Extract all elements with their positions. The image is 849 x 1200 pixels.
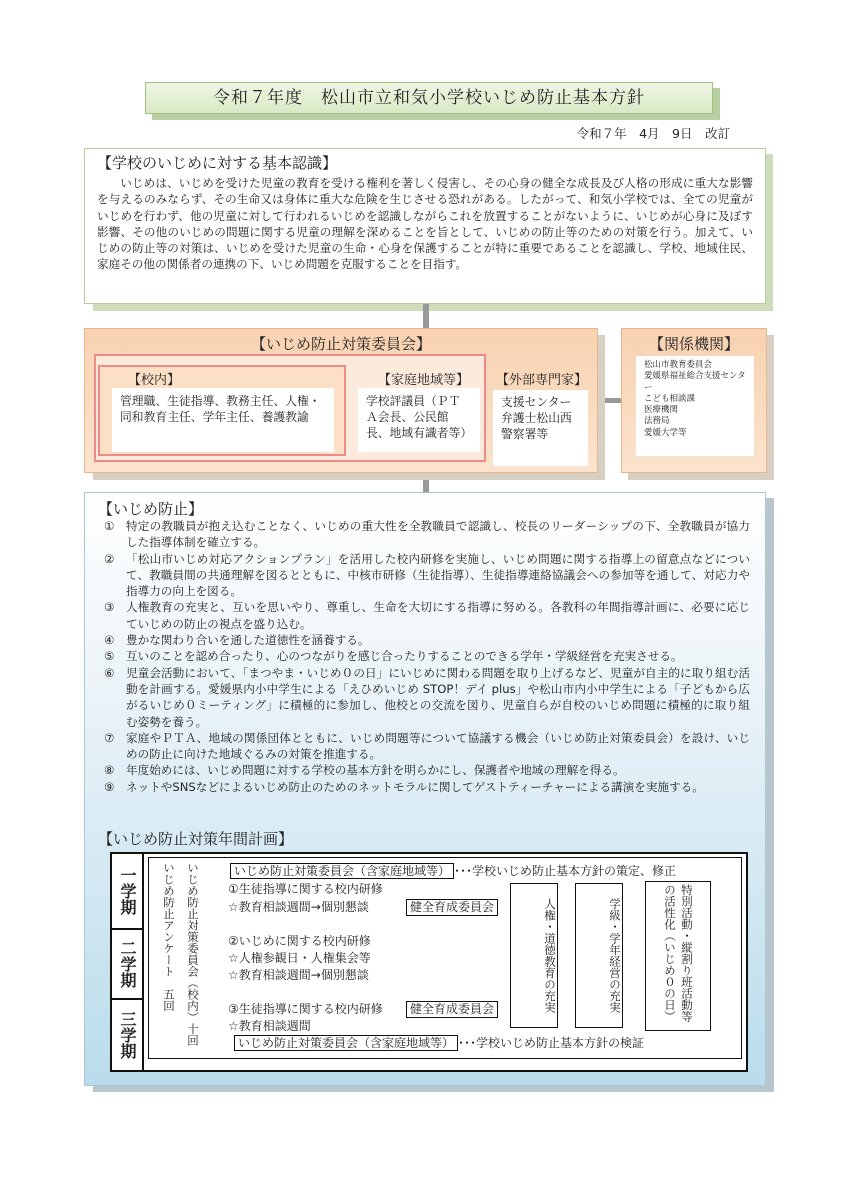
item-text: 豊かな関わり合いを通した道徳性を涵養する。: [126, 633, 370, 648]
term-2: 二学期: [112, 930, 142, 1000]
special-line-2: の活性化（いじめ０の日）: [663, 884, 677, 1022]
plan-row: ①生徒指導に関する校内研修: [228, 882, 383, 896]
list-item: [104, 632, 750, 648]
survey-column: いじめ防止アンケート 五回: [162, 862, 176, 1012]
basic-body: いじめは、いじめを受けた児童の教育を受ける権利を著しく侵害し、その心身の健全な成長及び人格の形成に重大な影響を与えるのみならず、その生命又は身体に重大な危険を生じさせる恐れがある。したがって、和気小学校では、全ての児童がいじめを行わず、他の児童に対して行われるいじめを認識しながらこれを放置することがないように、いじめが心身に及ぼす影響、その他のいじめの問題に関する児童の理解を深めることを旨として、いじめの防止等のための対策を行う。加えて、いじめの防止等の対策は、いじめを受けた児童の生命・心身を保護することが特に重要であることを認識し、学校、地域住民、家庭その他の関係者の連携の下、いじめ問題を克服することを目指す。: [97, 176, 753, 272]
item-text: 「松山市いじめ対応アクションプラン」を活用した校内研修を実施し、いじめ問題に関する指導上の留意点などについて、教職員間の共通理解を図るとともに、中核市研修（生徒指導）、生徒指導連絡協議会への参加等を通して、対応力や指導力の向上を図る。: [126, 551, 750, 599]
item-number: ③: [104, 600, 115, 615]
committee-column: いじめ防止対策委員会（校内）十回: [186, 862, 200, 1046]
plan-row-text: ･･･学校いじめ防止基本方針の検証: [458, 1036, 645, 1050]
vbox-human-rights: 人権・道徳教育の充実: [510, 883, 558, 1028]
plan-row: [230, 864, 676, 879]
plan-heading: 【いじめ防止対策年間計画】: [98, 830, 294, 848]
school-members: 管理職、生徒指導、教務主任、人権・同和教育主任、学年主任、養護教諭: [112, 388, 334, 452]
vbox-special-activities: [645, 881, 711, 1031]
item-number: ②: [104, 551, 115, 566]
plan-row: ③生徒指導に関する校内研修: [228, 1002, 383, 1016]
vbox-class-management: 学級・学年経営の充実: [575, 883, 623, 1028]
prevention-list: [104, 518, 750, 795]
ikusei-box: 健全育成委員会: [406, 899, 498, 916]
plan-row: ☆教育相談週間→個別懇談: [228, 900, 369, 914]
list-item: [104, 599, 750, 632]
item-text: 児童会活動において、「まつやま・いじめ０の日」にいじめに関わる問題を取り上げるなど、児童が自主的に取り組む活動を計画する。愛媛県内小中学生による「えひめいじめ STOP！デイ plus」や松山市内小中学生による「子どもから広がるいじめ０ミーティング」に積極的に参加し、他校との交流を図り、児童自らが自校のいじめ問題に積極的に取り組む姿勢を養う。: [126, 665, 750, 729]
plan-row: [234, 1036, 644, 1051]
prevention-heading: 【いじめ防止】: [98, 500, 204, 518]
special-line-1: 特別活動・縦割り班活動等: [680, 884, 694, 1022]
committee-box: いじめ防止対策委員会（含家庭地域等）: [230, 863, 454, 879]
item-number: ⑦: [104, 730, 115, 745]
related-title: 【関係機関】: [648, 335, 739, 353]
external-members: 支援センター弁護士松山西警察署等: [493, 390, 588, 466]
item-text: 家庭やＰＴＡ、地域の関係団体とともに、いじめ問題等について協議する機会（いじめ防止対策委員会）を設け、いじめの防止に向けた地域ぐるみの対策を推進する。: [126, 730, 750, 762]
school-label: 【校内】: [128, 373, 181, 388]
term-1: 一学期: [112, 854, 142, 930]
item-number: ①: [104, 519, 115, 533]
item-number: ⑧: [104, 763, 115, 778]
list-item: [104, 762, 750, 778]
related-item: 愛媛県福祉総合支援センター: [644, 371, 746, 393]
basic-heading: 【学校のいじめに対する基本認識】: [97, 154, 338, 172]
related-item: こども相談課: [644, 393, 696, 404]
committee-title: 【いじめ防止対策委員会】: [250, 335, 431, 353]
list-item: [104, 518, 750, 551]
basic-recognition-section: [84, 148, 766, 304]
item-text: 人権教育の充実と、互いを思いやり、尊重し、生命を大切にする指導に努める。各教科の年間指導計画に、必要に応じていじめの防止の視点を盛り込む。: [126, 600, 750, 631]
plan-row: ②いじめに関する校内研修: [228, 934, 371, 948]
related-item: 松山市教育委員会: [644, 360, 713, 370]
revision-date: 令和７年 4月 9日 改訂: [576, 126, 730, 141]
list-item: [104, 665, 750, 730]
list-item: [104, 648, 750, 664]
item-text: 年度始めには、いじめ問題に対する学校の基本方針を明らかにし、保護者や地域の理解を得る。: [126, 763, 625, 778]
list-item: [104, 730, 750, 763]
plan-row: ☆教育相談週間→個別懇談: [228, 968, 369, 982]
home-members: 学校評議員（ＰＴＡ会長、公民館長、地域有識者等）: [358, 388, 480, 452]
related-item: 愛媛大学等: [644, 427, 687, 438]
external-label: 【外部専門家】: [496, 373, 588, 388]
item-number: ⑤: [104, 649, 115, 664]
item-text: 特定の教職員が抱え込むことなく、いじめの重大性を全教職員で認識し、校長のリーダーシップの下、全教職員が協力した指導体制を確立する。: [126, 519, 750, 550]
plan-row: ☆人権参観日・人権集会等: [228, 951, 371, 965]
ikusei-box: 健全育成委員会: [406, 1001, 498, 1018]
item-text: ネットやSNSなどによるいじめ防止のためのネットモラルに関してゲストティーチャーによる講演を実施する。: [126, 779, 704, 794]
related-list: [636, 356, 754, 456]
plan-row: ☆教育相談週間: [228, 1019, 311, 1033]
related-item: 法務局: [644, 416, 670, 427]
home-label: 【家庭地域等】: [378, 373, 470, 388]
related-item: 医療機関: [644, 405, 679, 416]
term-3: 三学期: [118, 1011, 137, 1059]
connector-line: [423, 304, 429, 328]
item-number: ⑥: [104, 665, 115, 680]
list-item: [104, 551, 750, 600]
term-divider: [142, 852, 144, 1072]
item-number: ④: [104, 633, 115, 648]
committee-box: いじめ防止対策委員会（含家庭地域等）: [234, 1035, 458, 1051]
item-number: ⑨: [104, 779, 115, 794]
list-item: [104, 779, 750, 795]
page-title: 令和７年度 松山市立和気小学校いじめ防止基本方針: [145, 82, 713, 114]
plan-row-text: ･･･学校いじめ防止基本方針の策定、修正: [454, 864, 677, 878]
item-text: 互いのことを認め合ったり、心のつながりを感じ合ったりすることのできる学年・学級経営を充実させる。: [126, 649, 683, 664]
